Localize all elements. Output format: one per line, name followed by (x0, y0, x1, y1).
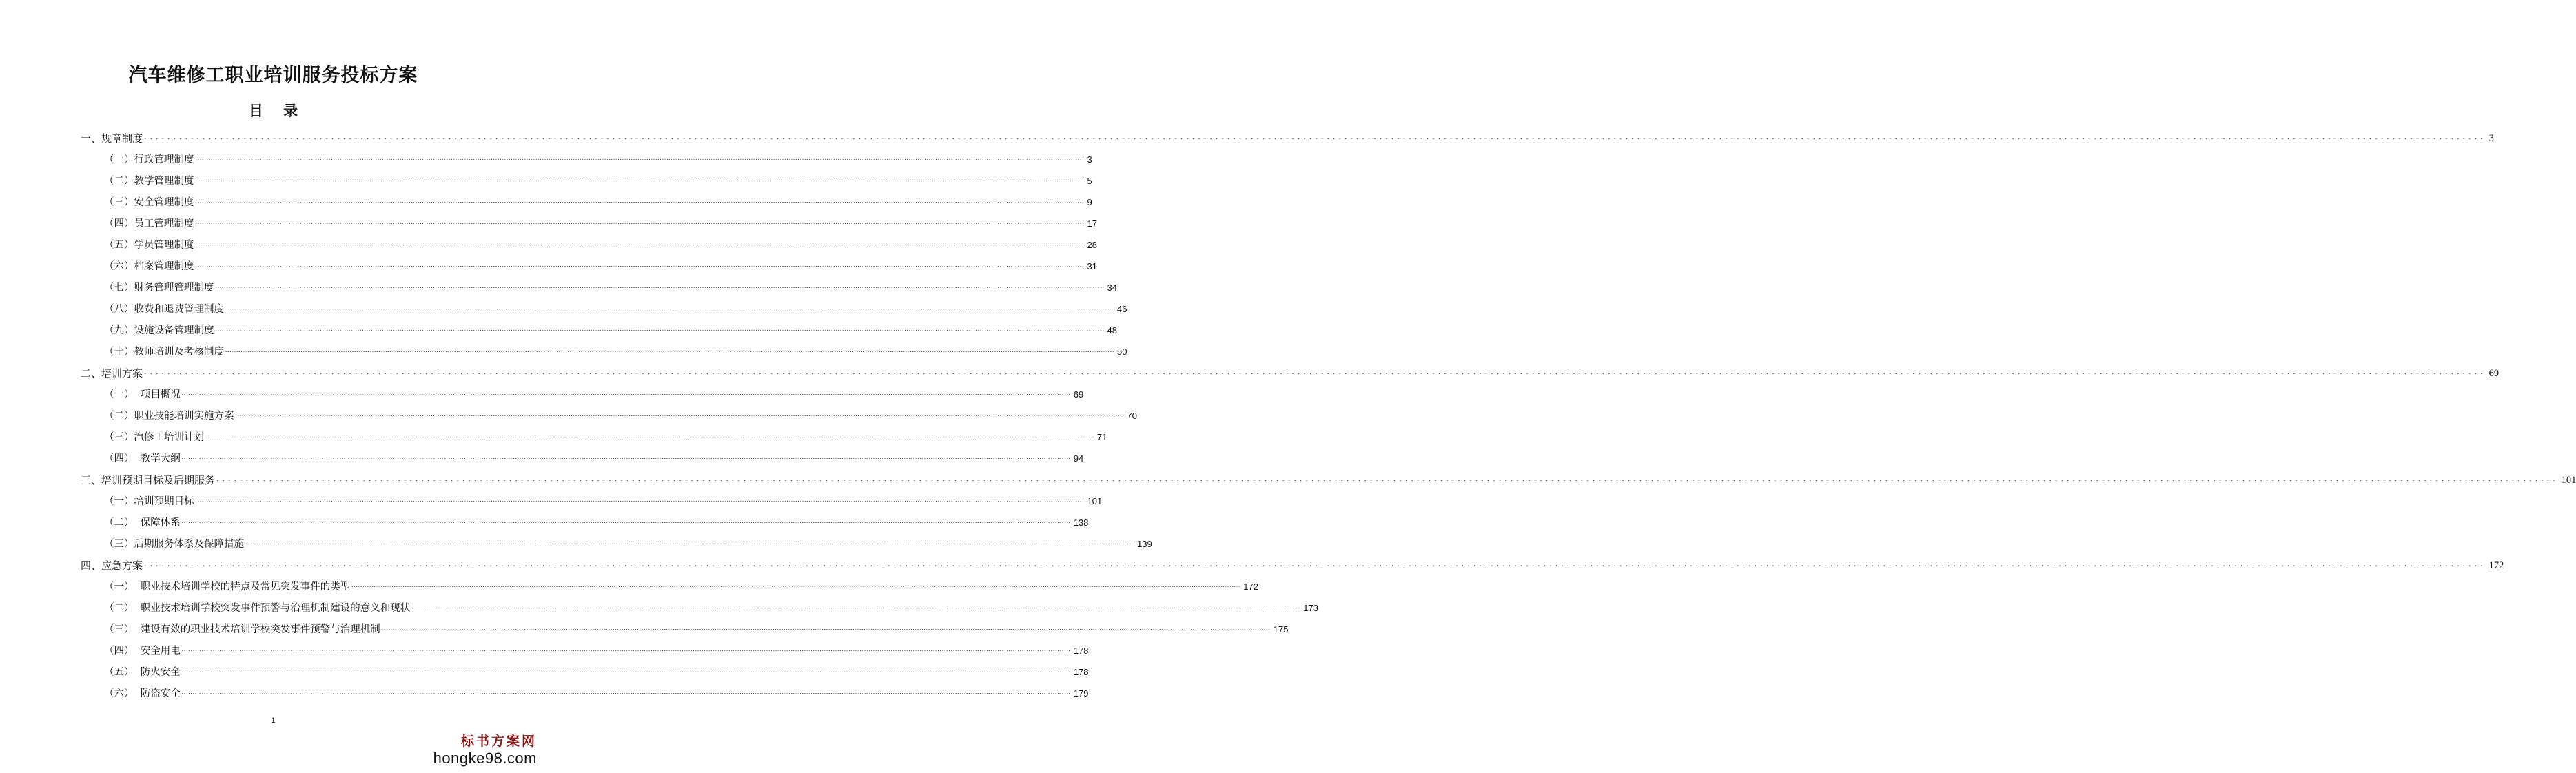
toc-entry-page: 46 (1117, 303, 1127, 314)
toc-entry[interactable] (81, 533, 1152, 555)
toc-entry[interactable] (81, 576, 1258, 597)
toc-dot-leader: ................................................................................................................................................................................................................................................................................................................................................................................................................ (144, 559, 2486, 568)
toc-dot-leader: ................................................................................................................................................................................................................................................................................................................................................................................................................ (245, 540, 1135, 546)
toc-entry-page: 101 (1087, 495, 1103, 506)
toc-entry-page: 3 (1087, 154, 1092, 165)
toc-dot-leader: ................................................................................................................................................................................................................................................................................................................................................................................................................ (215, 327, 1105, 332)
toc-entry[interactable] (81, 256, 1098, 277)
toc-entry-label: （一） 项目概况 (104, 389, 181, 400)
toc-entry-label: 二、培训方案 (81, 367, 143, 380)
toc-entry-label: （三）后期服务体系及保障措施 (104, 538, 244, 550)
toc-dot-leader: ................................................................................................................................................................................................................................................................................................................................................................................................................ (195, 241, 1085, 247)
toc-entry-page: 28 (1087, 239, 1098, 250)
toc-entry-page: 50 (1117, 346, 1127, 357)
toc-dot-leader: ................................................................................................................................................................................................................................................................................................................................................................................................................ (235, 412, 1125, 418)
toc-entry-label: （七）财务管理管理制度 (104, 282, 214, 293)
table-of-contents (81, 127, 2576, 704)
toc-dot-leader: ................................................................................................................................................................................................................................................................................................................................................................................................................ (181, 668, 1071, 674)
toc-entry[interactable] (81, 149, 1092, 170)
toc-heading: 目 录 (248, 102, 298, 119)
toc-entry-page: 173 (1303, 602, 1318, 613)
toc-entry[interactable] (81, 213, 1098, 234)
toc-entry-page: 69 (2488, 367, 2500, 379)
toc-entry[interactable] (81, 127, 2494, 149)
toc-dot-leader: ................................................................................................................................................................................................................................................................................................................................................................................................................ (195, 220, 1085, 225)
toc-entry-page: 5 (1087, 175, 1092, 186)
toc-entry[interactable] (81, 405, 1138, 426)
toc-entry[interactable] (81, 384, 1084, 405)
toc-entry-page: 3 (2488, 132, 2494, 144)
toc-entry[interactable] (81, 170, 1092, 192)
toc-dot-leader: ................................................................................................................................................................................................................................................................................................................................................................................................................ (351, 583, 1241, 588)
watermark-title: 标书方案网 (460, 734, 537, 749)
toc-dot-leader: ................................................................................................................................................................................................................................................................................................................................................................................................................ (216, 474, 2559, 483)
toc-entry-label: （二）教学管理制度 (104, 175, 194, 187)
toc-entry-page: 34 (1107, 282, 1118, 293)
toc-dot-leader: ................................................................................................................................................................................................................................................................................................................................................................................................................ (181, 391, 1071, 396)
toc-entry-label: （三） 建设有效的职业技术培训学校突发事件预警与治理机制 (104, 623, 380, 635)
toc-entry[interactable] (81, 192, 1092, 213)
toc-entry-page: 139 (1137, 538, 1152, 549)
toc-dot-leader: ................................................................................................................................................................................................................................................................................................................................................................................................................ (181, 647, 1071, 652)
toc-entry-page: 178 (1073, 645, 1089, 656)
toc-entry-label: （四） 教学大纲 (104, 453, 181, 464)
watermark-logo (433, 733, 537, 767)
toc-entry-page: 175 (1273, 623, 1289, 635)
toc-entry-label: （三）安全管理制度 (104, 196, 194, 208)
toc-entry[interactable] (81, 426, 1107, 448)
toc-entry-label: 一、规章制度 (81, 132, 143, 145)
toc-dot-leader: ................................................................................................................................................................................................................................................................................................................................................................................................................ (181, 519, 1071, 524)
toc-dot-leader: ................................................................................................................................................................................................................................................................................................................................................................................................................ (225, 348, 1115, 353)
toc-dot-leader: ................................................................................................................................................................................................................................................................................................................................................................................................................ (181, 455, 1071, 460)
toc-entry-label: （三）汽修工培训计划 (104, 431, 204, 443)
toc-entry-label: 三、培训预期目标及后期服务 (81, 473, 216, 486)
toc-entry-page: 17 (1087, 218, 1098, 229)
toc-entry-label: （一）行政管理制度 (104, 154, 194, 165)
toc-entry-page: 178 (1073, 666, 1089, 677)
toc-entry-label: （二）职业技能培训实施方案 (104, 410, 234, 422)
toc-entry[interactable] (81, 512, 1089, 533)
toc-dot-leader: ................................................................................................................................................................................................................................................................................................................................................................................................................ (411, 604, 1301, 610)
toc-dot-leader: ................................................................................................................................................................................................................................................................................................................................................................................................................ (215, 284, 1105, 289)
toc-entry[interactable] (81, 277, 1118, 298)
document-title: 汽车维修工职业培训服务投标方案 (128, 65, 418, 86)
toc-entry-page: 70 (1127, 410, 1138, 421)
toc-entry-label: （四）员工管理制度 (104, 218, 194, 229)
toc-entry[interactable] (81, 469, 2576, 491)
toc-entry[interactable] (81, 491, 1103, 512)
toc-entry-label: 四、应急方案 (81, 559, 143, 572)
toc-entry-page: 48 (1107, 324, 1118, 336)
toc-entry-page: 172 (2488, 559, 2504, 571)
watermark-url: hongke98.com (433, 750, 537, 767)
toc-entry-label: （六）档案管理制度 (104, 260, 194, 272)
toc-entry[interactable] (81, 619, 1289, 640)
toc-entry-page: 94 (1073, 453, 1084, 464)
toc-entry-label: （二） 保障体系 (104, 517, 181, 528)
toc-entry[interactable] (81, 683, 1089, 704)
toc-dot-leader: ................................................................................................................................................................................................................................................................................................................................................................................................................ (181, 690, 1071, 695)
toc-entry-page: 138 (1073, 517, 1089, 528)
toc-entry[interactable] (81, 362, 2500, 384)
toc-dot-leader: ................................................................................................................................................................................................................................................................................................................................................................................................................ (205, 433, 1095, 439)
toc-entry-page: 101 (2561, 474, 2576, 486)
toc-entry-page: 69 (1073, 389, 1084, 400)
toc-entry-label: （一） 职业技术培训学校的特点及常见突发事件的类型 (104, 581, 351, 592)
toc-entry-label: （十）教师培训及考核制度 (104, 346, 224, 358)
toc-dot-leader: ................................................................................................................................................................................................................................................................................................................................................................................................................ (144, 132, 2486, 141)
toc-entry[interactable] (81, 234, 1098, 256)
toc-entry[interactable] (81, 298, 1127, 320)
toc-dot-leader: ................................................................................................................................................................................................................................................................................................................................................................................................................ (195, 177, 1085, 183)
toc-entry-page: 179 (1073, 688, 1089, 699)
toc-dot-leader: ................................................................................................................................................................................................................................................................................................................................................................................................................ (144, 367, 2486, 376)
toc-dot-leader: ................................................................................................................................................................................................................................................................................................................................................................................................................ (195, 198, 1085, 204)
toc-entry[interactable] (81, 597, 1318, 619)
toc-entry-label: （八）收费和退费管理制度 (104, 303, 224, 315)
toc-entry-label: （二） 职业技术培训学校突发事件预警与治理机制建设的意义和现状 (104, 602, 411, 614)
toc-entry[interactable] (81, 341, 1127, 362)
toc-entry[interactable] (81, 555, 2504, 576)
toc-dot-leader: ................................................................................................................................................................................................................................................................................................................................................................................................................ (195, 156, 1085, 161)
toc-entry[interactable] (81, 320, 1118, 341)
toc-entry-page: 71 (1097, 431, 1107, 442)
toc-entry-label: （六） 防盗安全 (104, 688, 181, 699)
toc-entry[interactable] (81, 640, 1089, 661)
toc-dot-leader: ................................................................................................................................................................................................................................................................................................................................................................................................................ (381, 626, 1271, 631)
toc-dot-leader: ................................................................................................................................................................................................................................................................................................................................................................................................................ (195, 262, 1085, 268)
toc-entry-page: 31 (1087, 260, 1098, 271)
toc-entry[interactable] (81, 661, 1089, 683)
toc-entry-page: 9 (1087, 196, 1092, 207)
toc-entry-label: （九）设施设备管理制度 (104, 324, 214, 336)
toc-entry-page: 172 (1243, 581, 1258, 592)
toc-dot-leader: ................................................................................................................................................................................................................................................................................................................................................................................................................ (195, 497, 1085, 503)
toc-entry-label: （五）学员管理制度 (104, 239, 194, 251)
toc-entry-label: （四） 安全用电 (104, 645, 181, 657)
toc-entry[interactable] (81, 448, 1084, 469)
toc-entry-label: （一）培训预期目标 (104, 495, 194, 507)
page-number: 1 (271, 717, 276, 725)
toc-dot-leader: ................................................................................................................................................................................................................................................................................................................................................................................................................ (225, 305, 1115, 311)
toc-entry-label: （五） 防火安全 (104, 666, 181, 678)
